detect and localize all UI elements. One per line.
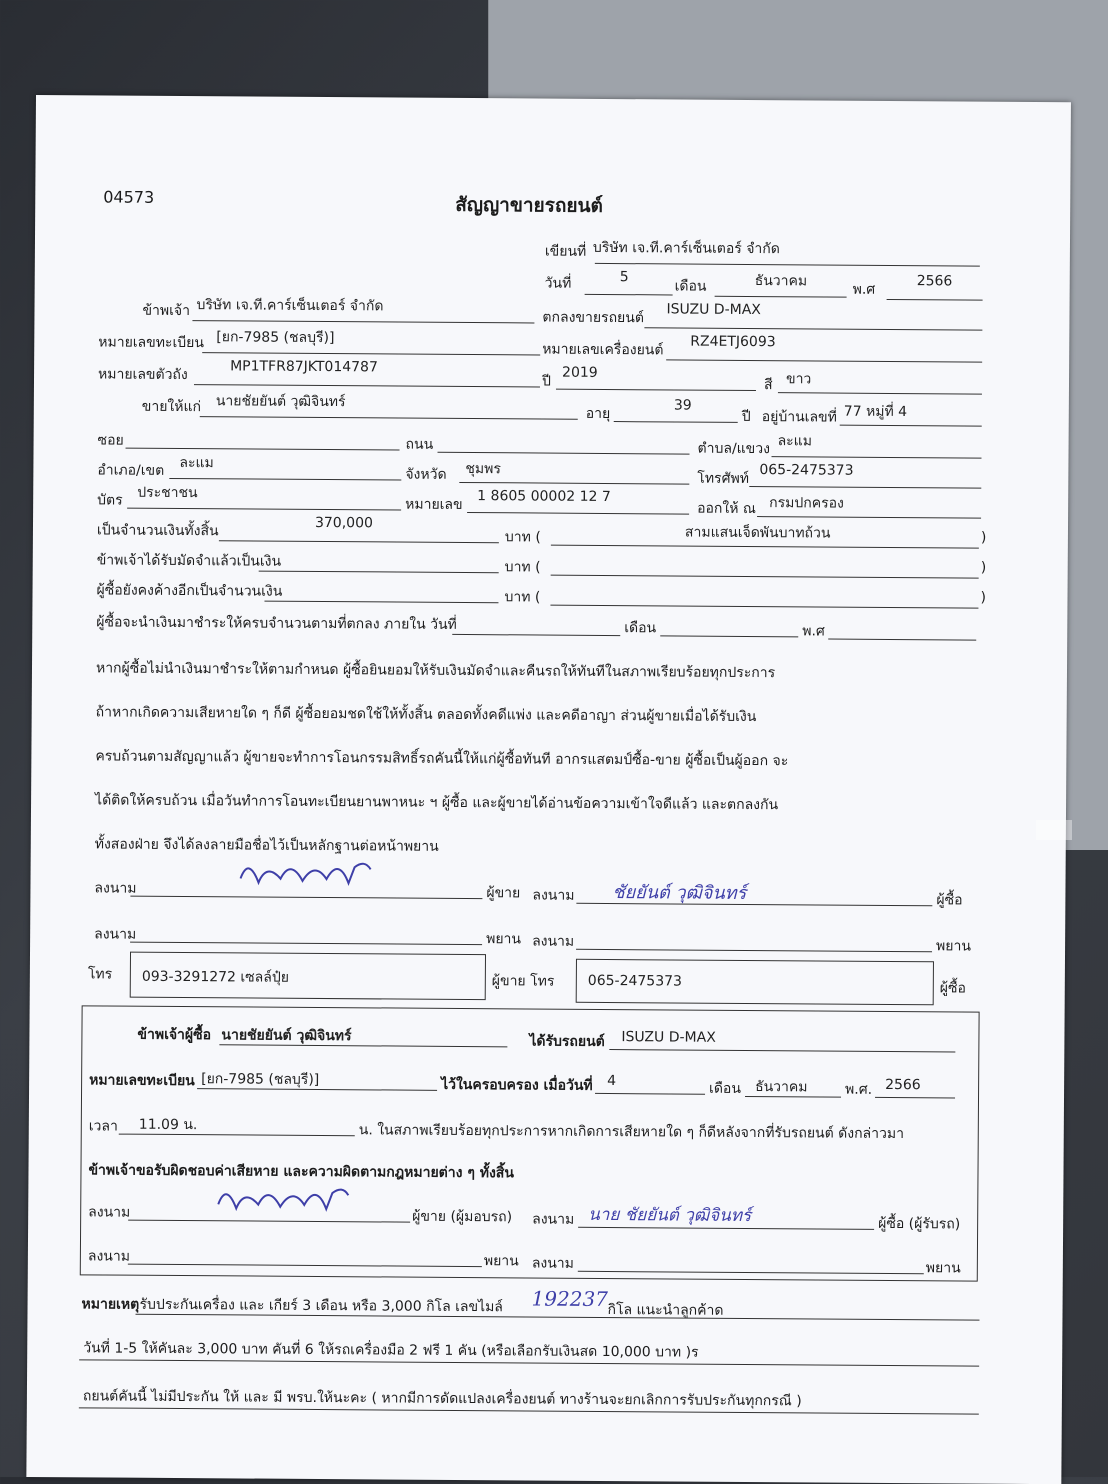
- tel-seller-role: ผู้ขาย โทร: [491, 973, 555, 990]
- color-value: ขาว: [785, 371, 812, 388]
- reg-label: หมายเลขทะเบียน: [98, 334, 204, 352]
- road-label: ถนน: [405, 436, 434, 453]
- chassis-label: หมายเลขตัวถัง: [97, 366, 188, 384]
- receipt-buyer-role: ผู้ซื้อ (ผู้รับรถ): [878, 1215, 961, 1233]
- note-line-2: วันที่ 1-5 ให้คันละ 3,000 บาท คันที่ 6 ให้รถเครื่องมือ 2 ฟรี 1 คัน (หรือเลือกรับเงินสด 10,000 บาท )ร: [83, 1340, 699, 1361]
- receipt-witness-sign-label: ลงนาม: [87, 1248, 131, 1265]
- agree-sell-value: ISUZU D-MAX: [666, 301, 761, 319]
- remain-label: ผู้ซื้อยังคงค้างอีกเป็นจำนวนเงิน: [96, 582, 283, 600]
- contract-paper: [26, 95, 1071, 1484]
- receipt-buyer-name: นายชัยยันต์ วุฒิจินทร์: [221, 1027, 352, 1045]
- age-label: อายุ: [585, 405, 611, 423]
- total-label: เป็นจำนวนเงินทั้งสิ้น: [96, 522, 219, 540]
- receipt-possess-label: ไว้ในครอบครอง เมื่อวันที่: [441, 1076, 593, 1094]
- date-day: 5: [619, 269, 629, 286]
- model-year-value: 2019: [562, 364, 598, 381]
- seller-value: บริษัท เจ.ที.คาร์เซ็นเตอร์ จำกัด: [196, 297, 384, 315]
- receipt-month: ธันวาคม: [755, 1079, 808, 1096]
- doc-number: 04573: [103, 187, 155, 207]
- deposit-close: ): [980, 559, 987, 576]
- pay-by-month: เดือน: [624, 620, 657, 637]
- date-month: ธันวาคม: [754, 273, 808, 290]
- seller-signature-1: [230, 848, 380, 897]
- paragraph-line-2: ถ้าหากเกิดความเสียหายใด ๆ ก็ดี ผู้ซื้อยอมชดใช้ให้ทั้งสิ้น ตลอดทั้งคดีแพ่ง และคดีอาญา ส่วนผู้ขายเมื่อได้รับเงิน: [95, 704, 757, 726]
- issued-label: ออกให้ ณ: [697, 500, 756, 518]
- date-year: 2566: [916, 273, 953, 290]
- receipt-reg: [ยก-7985 (ชลบุรี)]: [201, 1071, 320, 1089]
- receipt-witness-1: พยาน: [483, 1253, 519, 1270]
- receipt-witness-2: พยาน: [925, 1260, 961, 1277]
- house-label: อยู่บ้านเลขที่: [761, 409, 837, 426]
- color-label: สี: [763, 377, 773, 394]
- sign2-witness-1: พยาน: [486, 931, 522, 948]
- reg-value: [ยก-7985 (ชลบุรี)]: [216, 329, 335, 347]
- receipt-reg-label: หมายเลขทะเบียน: [89, 1072, 195, 1090]
- receipt-car: ISUZU D-MAX: [621, 1029, 716, 1046]
- date-day-label: วันที่: [544, 275, 572, 292]
- receipt-witness-sign-label-2: ลงนาม: [531, 1255, 574, 1272]
- sign1-seller-role: ผู้ขาย: [486, 885, 521, 902]
- total-close: ): [980, 529, 987, 546]
- receipt-car-label: ได้รับรถยนต์: [529, 1033, 605, 1050]
- phone-label: โทรศัพท์: [697, 470, 750, 487]
- buyer-tel: 065-2475373: [587, 972, 683, 990]
- card-label: บัตร: [97, 492, 123, 509]
- receipt-time-text: น. ในสภาพเรียบร้อยทุกประการหากเกิดการเสียหายใด ๆ ก็ดีหลังจากที่รับรถยนต์ ดังกล่าวมา: [358, 1122, 905, 1143]
- total-baht: บาท (: [504, 529, 541, 546]
- pay-by-label: ผู้ซื้อจะนำเงินมาชำระให้ครบจำนวนตามที่ตกลง ภายใน วันที่: [96, 614, 457, 633]
- receipt-day: 4: [607, 1073, 617, 1090]
- paragraph-line-4: ได้ติดให้ครบถ้วน เมื่อวันทำการโอนทะเบียนยานพาหนะ ฯ ผู้ซื้อ และผู้ขายได้อ่านข้อความเข้าใจดีแล้ว และตกลงกัน: [95, 792, 779, 814]
- buyer-value: นายชัยยันต์ วุฒิจินทร์: [215, 393, 346, 411]
- written-at-label: เขียนที่: [544, 243, 587, 260]
- receipt-month-label: เดือน: [709, 1080, 741, 1097]
- agree-sell-label: ตกลงขายรถยนต์: [542, 309, 644, 327]
- total-words: สามแสนเจ็ดพันบาทถ้วน: [684, 524, 831, 542]
- id-value: 1 8605 00002 12 7: [477, 488, 611, 506]
- district-value: ละแม: [179, 455, 214, 472]
- receipt-time: 11.09 น.: [138, 1116, 198, 1134]
- soi-label: ซอย: [97, 432, 124, 449]
- sign2-label: ลงนาม: [94, 926, 137, 943]
- deposit-baht: บาท (: [504, 559, 541, 576]
- model-year-label: ปี: [541, 373, 551, 390]
- province-label: จังหวัด: [405, 466, 447, 483]
- deposit-label: ข้าพเจ้าได้รับมัดจำแล้วเป็นเงิน: [96, 552, 282, 570]
- issued-value: กรมปกครอง: [769, 495, 844, 512]
- paragraph-line-5: ทั้งสองฝ่าย จึงได้ลงลายมือชื่อไว้เป็นหลักฐานต่อหน้าพยาน: [94, 836, 439, 855]
- engine-value: RZ4ETJ6093: [690, 333, 776, 351]
- subdistrict-label: ตำบล/แขวง: [697, 440, 771, 458]
- receipt-sign-label: ลงนาม: [88, 1204, 131, 1221]
- tel-label: โทร: [87, 966, 113, 983]
- province-value: ชุมพร: [465, 461, 501, 478]
- receipt-year: 2566: [885, 1076, 921, 1094]
- phone-value: 065-2475373: [759, 462, 854, 479]
- date-year-label: พ.ศ: [852, 281, 876, 298]
- subdistrict-value: ละแม: [777, 433, 813, 450]
- sign1-buyer-role: ผู้ซื้อ: [936, 892, 963, 909]
- chassis-value: MP1TFR87JKT014787: [230, 358, 378, 376]
- receipt-seller-role: ผู้ขาย (ผู้มอบรถ): [412, 1208, 513, 1226]
- district-label: อำเภอ/เขต: [97, 462, 165, 479]
- sign2-label-2: ลงนาม: [532, 933, 575, 950]
- pay-by-year: พ.ศ: [802, 623, 825, 640]
- remain-baht: บาท (: [504, 589, 541, 606]
- contract-title: สัญญาขายรถยนต์: [455, 193, 603, 217]
- tape-strip: [1036, 820, 1072, 840]
- note-mileage: 192237: [531, 1286, 609, 1312]
- engine-label: หมายเลขเครื่องยนต์: [542, 341, 664, 359]
- receipt-buyer-label: ข้าพเจ้าผู้ซื้อ: [137, 1026, 212, 1044]
- remain-close: ): [980, 589, 987, 606]
- written-at-value: บริษัท เจ.ที.คาร์เซ็นเตอร์ จำกัด: [592, 239, 780, 258]
- tel-buyer-role: ผู้ซื้อ: [939, 980, 966, 997]
- age-unit: ปี: [741, 408, 751, 425]
- paragraph-line-1: หากผู้ซื้อไม่นำเงินมาชำระให้ตามกำหนด ผู้ซื้อยินยอมให้รับเงินมัดจำและคืนรถให้ทันทีในสภาพเรียบร้อยทุกประการ: [95, 660, 776, 682]
- card-value: ประชาชน: [137, 484, 198, 502]
- id-label: หมายเลข: [405, 496, 463, 513]
- receipt-time-label: เวลา: [88, 1118, 118, 1135]
- paragraph-line-3: ครบถ้วนตามสัญญาแล้ว ผู้ขายจะทำการโอนกรรมสิทธิ์รถคันนี้ให้แก่ผู้ซื้อทันที อากรแสตมป์ซื้อ-ขาย ผู้ซื้อเป็นผู้ออก จะ: [95, 748, 789, 770]
- seller-signature-2: [208, 1172, 358, 1221]
- note-line-1: รับประกันเครื่อง และ เกียร์ 3 เดือน หรือ 3,000 กิโล เลขไมล์: [139, 1296, 503, 1316]
- age-value: 39: [673, 397, 692, 414]
- sign1-label-buyer: ลงนาม: [532, 887, 575, 904]
- note-line-3: ถยนต์คันนี้ ไม่มีประกัน ให้ และ มี พรบ.ให้นะคะ ( หากมีการดัดแปลงเครื่องยนต์ ทางร้านจะยกเลิกการรับประกันทุกกรณี ): [82, 1388, 802, 1410]
- sign2-witness-2: พยาน: [936, 938, 972, 955]
- sign1-label: ลงนาม: [94, 880, 137, 897]
- date-month-label: เดือน: [674, 278, 707, 295]
- receipt-resp-text: ข้าพเจ้าขอรับผิดชอบค่าเสียหาย และความผิดตามกฎหมายต่าง ๆ ทั้งสิ้น: [88, 1162, 515, 1182]
- receipt-year-label: พ.ศ.: [845, 1081, 873, 1098]
- seller-label: ข้าพเจ้า: [142, 302, 191, 320]
- buyer-signature-2: นาย ชัยยันต์ วุฒิจินทร์: [588, 1204, 752, 1227]
- note-line-1-end: กิโล แนะนำลูกค้าด: [607, 1302, 724, 1319]
- buyer-signature-1: ชัยยันต์ วุฒิจินทร์: [612, 882, 747, 904]
- house-value: 77 หมู่ที่ 4: [843, 403, 908, 421]
- total-value: 370,000: [314, 514, 373, 532]
- buyer-label: ขายให้แก่: [141, 398, 202, 416]
- note-label: หมายเหตุ: [81, 1296, 140, 1313]
- receipt-sign-label-2: ลงนาม: [532, 1211, 575, 1228]
- seller-tel: 093-3291272 เซลล์ปุ๋ย: [141, 968, 290, 986]
